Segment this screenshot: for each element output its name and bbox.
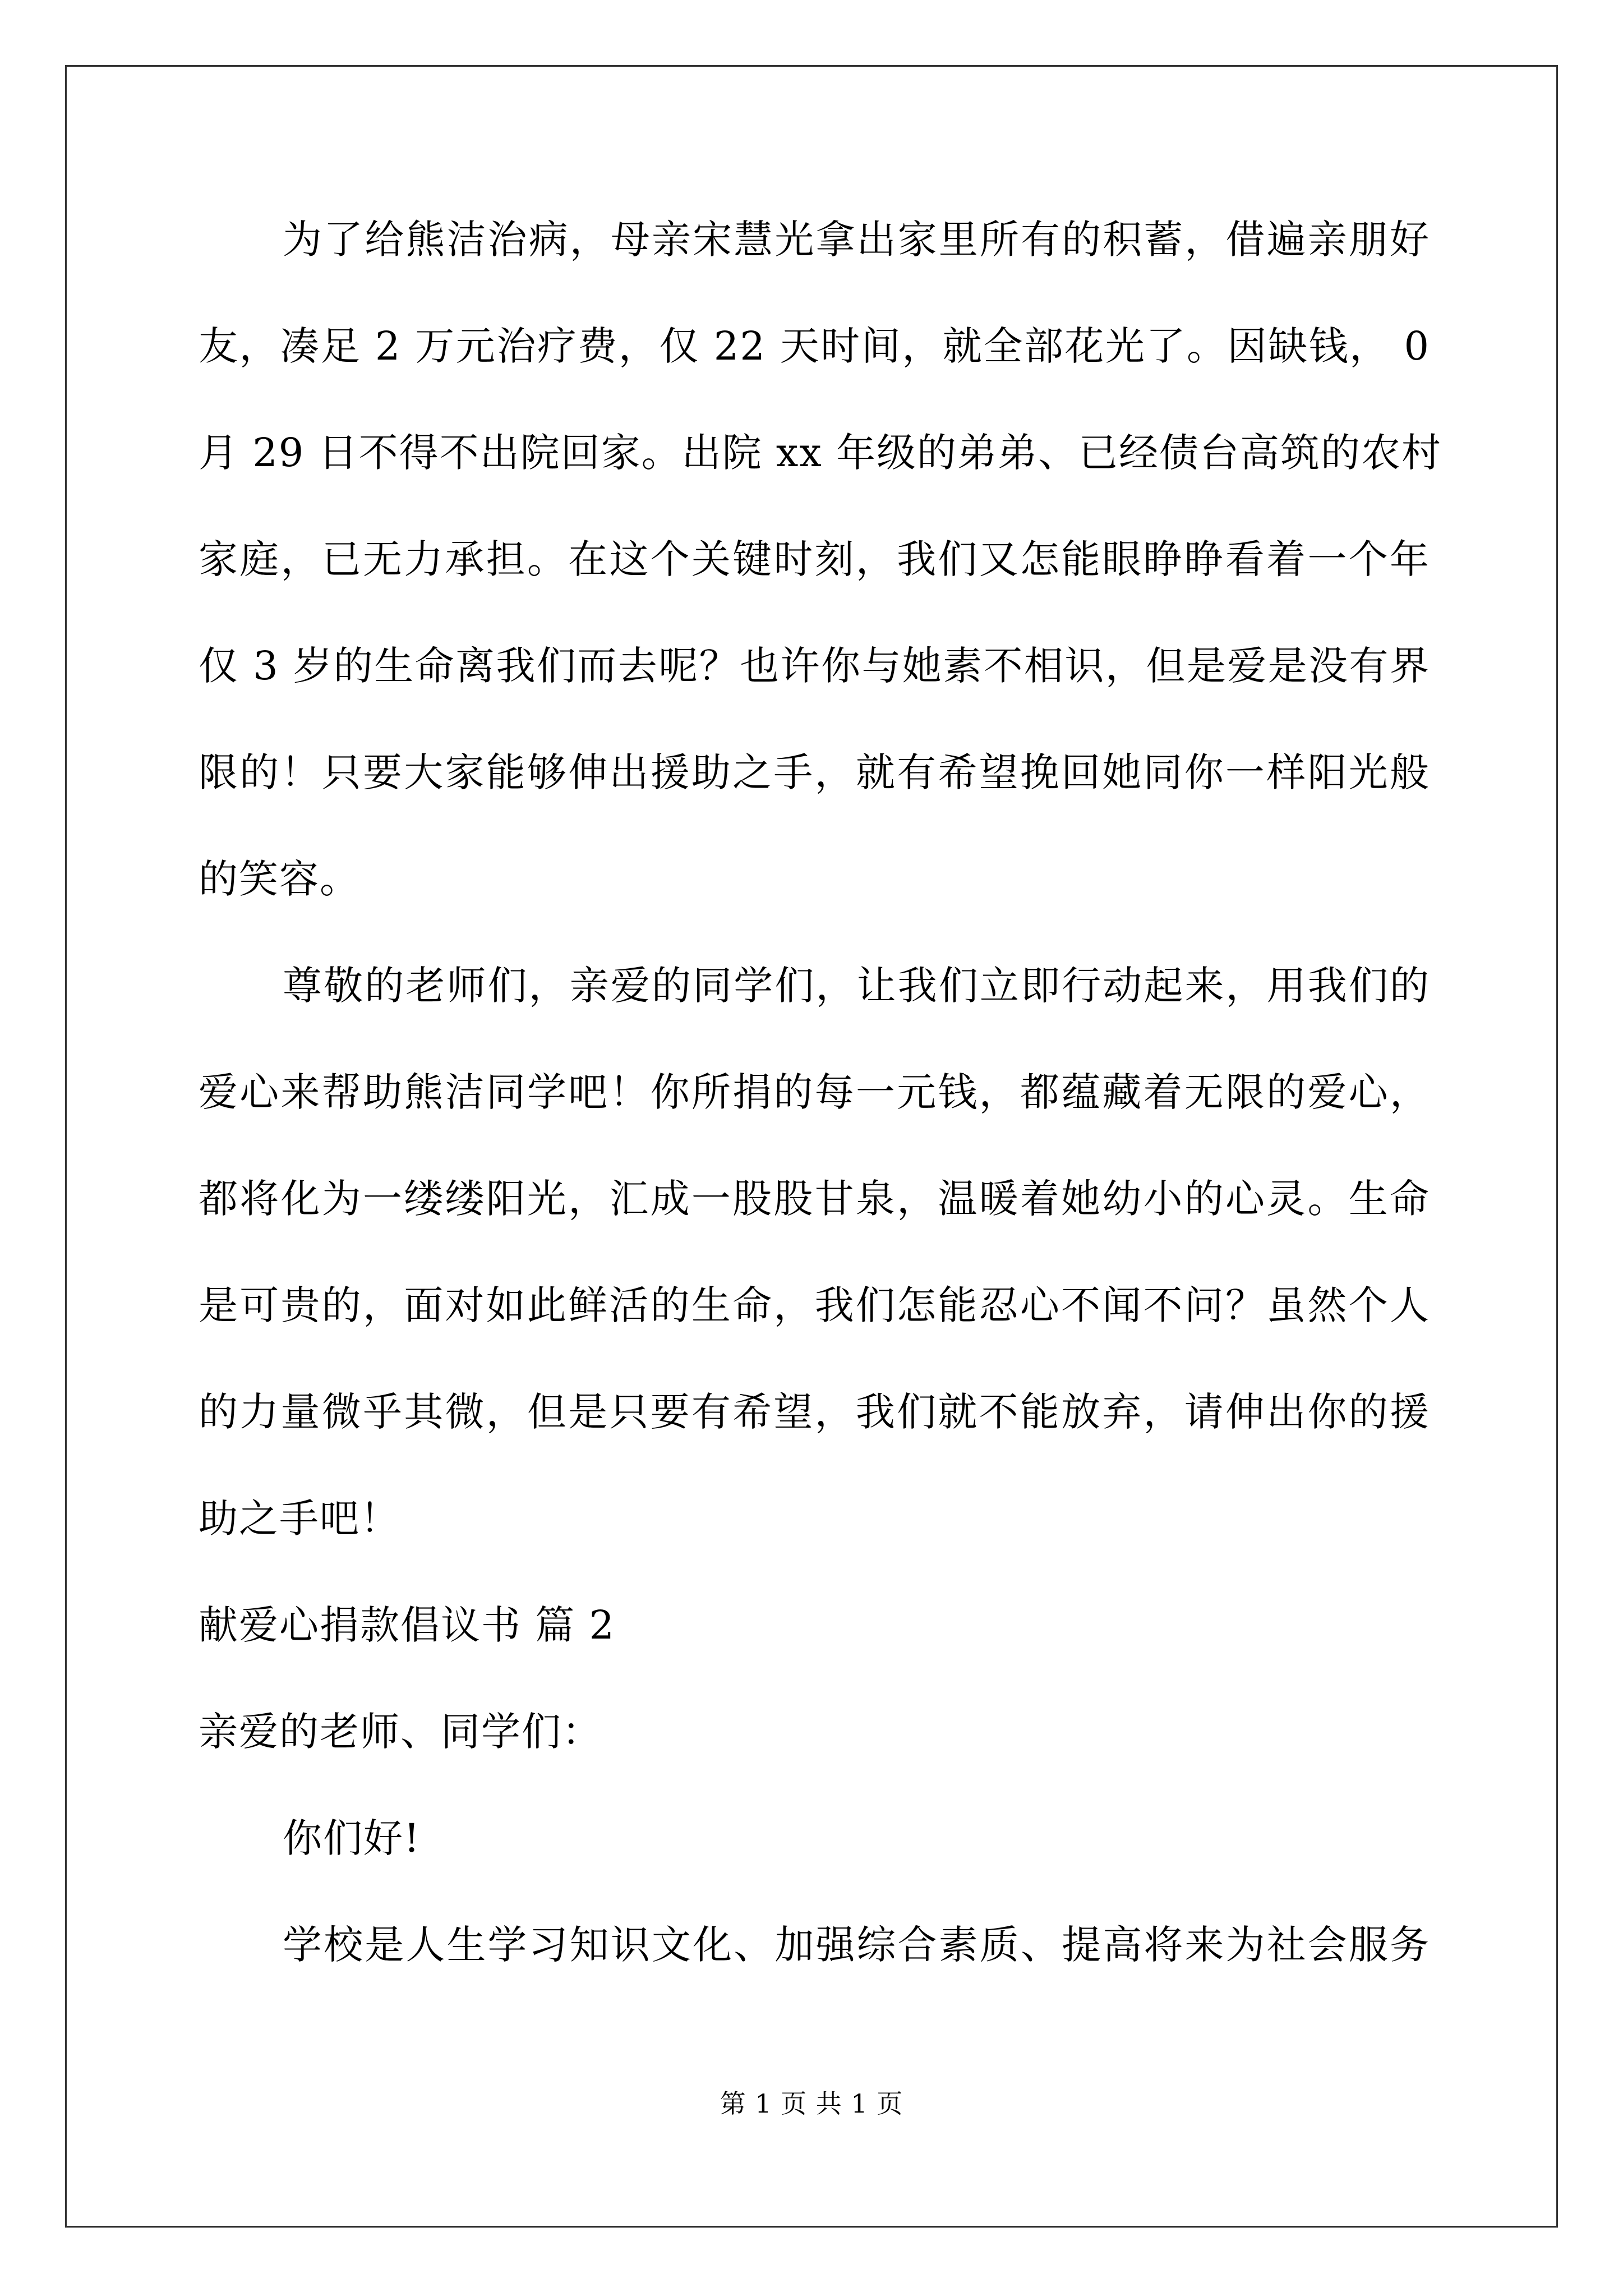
page-border bbox=[65, 65, 1558, 2228]
paragraph-line: 仅 3 岁的生命离我们而去呢？也许你与她素不相识，但是爱是没有界 bbox=[199, 643, 1430, 689]
salutation: 亲爱的老师、同学们： bbox=[199, 1709, 602, 1755]
greeting: 你们好! bbox=[283, 1815, 421, 1861]
paragraph-line: 学校是人生学习知识文化、加强综合素质、提高将来为社会服务 bbox=[283, 1922, 1430, 1968]
paragraph-line: 助之手吧！ bbox=[199, 1496, 400, 1542]
page-footer: 第 1 页 共 1 页 bbox=[720, 2088, 903, 2119]
paragraph-line: 都将化为一缕缕阳光，汇成一股股甘泉，温暖着她幼小的心灵。生命 bbox=[199, 1176, 1430, 1222]
paragraph-line: 的笑容。 bbox=[199, 856, 360, 902]
paragraph-line: 是可贵的，面对如此鲜活的生命，我们怎能忍心不闻不问？虽然个人 bbox=[199, 1282, 1430, 1328]
paragraph-line: 友，凑足 2 万元治疗费，仅 22 天时间，就全部花光了。因缺钱， 0 bbox=[199, 323, 1430, 369]
paragraph-line: 家庭，已无力承担。在这个关键时刻，我们又怎能眼睁睁看着一个年 bbox=[199, 536, 1430, 582]
paragraph-line: 的力量微乎其微，但是只要有希望，我们就不能放弃，请伸出你的援 bbox=[199, 1389, 1430, 1435]
section-heading: 献爱心捐款倡议书 篇 2 bbox=[199, 1602, 616, 1648]
paragraph-line: 爱心来帮助熊洁同学吧！你所捐的每一元钱，都蕴藏着无限的爱心， bbox=[199, 1069, 1430, 1115]
paragraph-line: 尊敬的老师们，亲爱的同学们，让我们立即行动起来，用我们的 bbox=[283, 963, 1430, 1009]
paragraph-line: 限的！只要大家能够伸出援助之手，就有希望挽回她同你一样阳光般 bbox=[199, 749, 1430, 795]
paragraph-line: 月 29 日不得不出院回家。出院 xx 年级的弟弟、已经债台高筑的农村 bbox=[199, 430, 1442, 476]
paragraph-line: 为了给熊洁治病，母亲宋慧光拿出家里所有的积蓄，借遍亲朋好 bbox=[283, 217, 1430, 263]
